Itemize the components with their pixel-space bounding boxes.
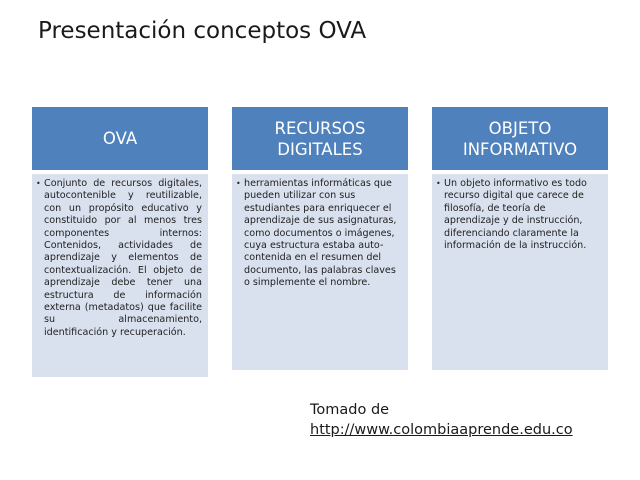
bullet-item [236,178,402,290]
bullet-text: Un objeto informativo es todo recurso digital que carece de filosofía, de teoría de aprendizaje y de instrucción, diferenciando claramente la información de la instrucción. [444,178,587,252]
slide-title: Presentación conceptos OVA [38,18,367,44]
bullet-text: Conjunto de recursos digitales, autocontenible y reutilizable, con un propósito educativo y constituido por al menos tres componentes internos: Contenidos, actividades de aprendizaje y elementos de contextualización. El objeto de aprendizaje debe tener una estructura de información externa (metadatos) que facilite su almacenamiento, identificación y recuperación. [44,178,202,338]
bullet-icon: • [436,179,441,188]
bullet-item [436,178,602,252]
column-header-recursos-digitales [232,107,408,170]
column-body-objeto-informativo [432,174,608,370]
column-header-line: DIGITALES [277,139,363,159]
bullet-text: herramientas informáticas que pueden utilizar con sus estudiantes para enriquecer el aprendizaje de sus asignaturas, como documentos o imágenes, cuya estructura estaba auto-contenida en el resumen del documento, las palabras claves o simplemente el nombre. [244,178,397,289]
column-body-recursos-digitales [232,174,408,370]
column-header-line: INFORMATIVO [462,139,578,159]
column-header-objeto-informativo [432,107,608,170]
source-link[interactable]: http://www.colombiaaprende.edu.co [310,422,573,438]
column-header-ova [32,107,208,170]
bullet-icon: • [236,179,241,188]
source-credit [310,400,573,440]
credit-label: Tomado de [310,402,390,418]
bullet-item [36,178,202,339]
column-header-line: OBJETO [488,118,552,138]
column-body-ova [32,174,208,377]
concept-column-objeto-informativo [432,107,608,370]
column-header-line: RECURSOS [274,118,366,138]
concept-column-recursos-digitales [232,107,408,370]
column-header-line: OVA [102,129,138,148]
concept-column-ova [32,107,208,377]
bullet-icon: • [36,179,41,188]
